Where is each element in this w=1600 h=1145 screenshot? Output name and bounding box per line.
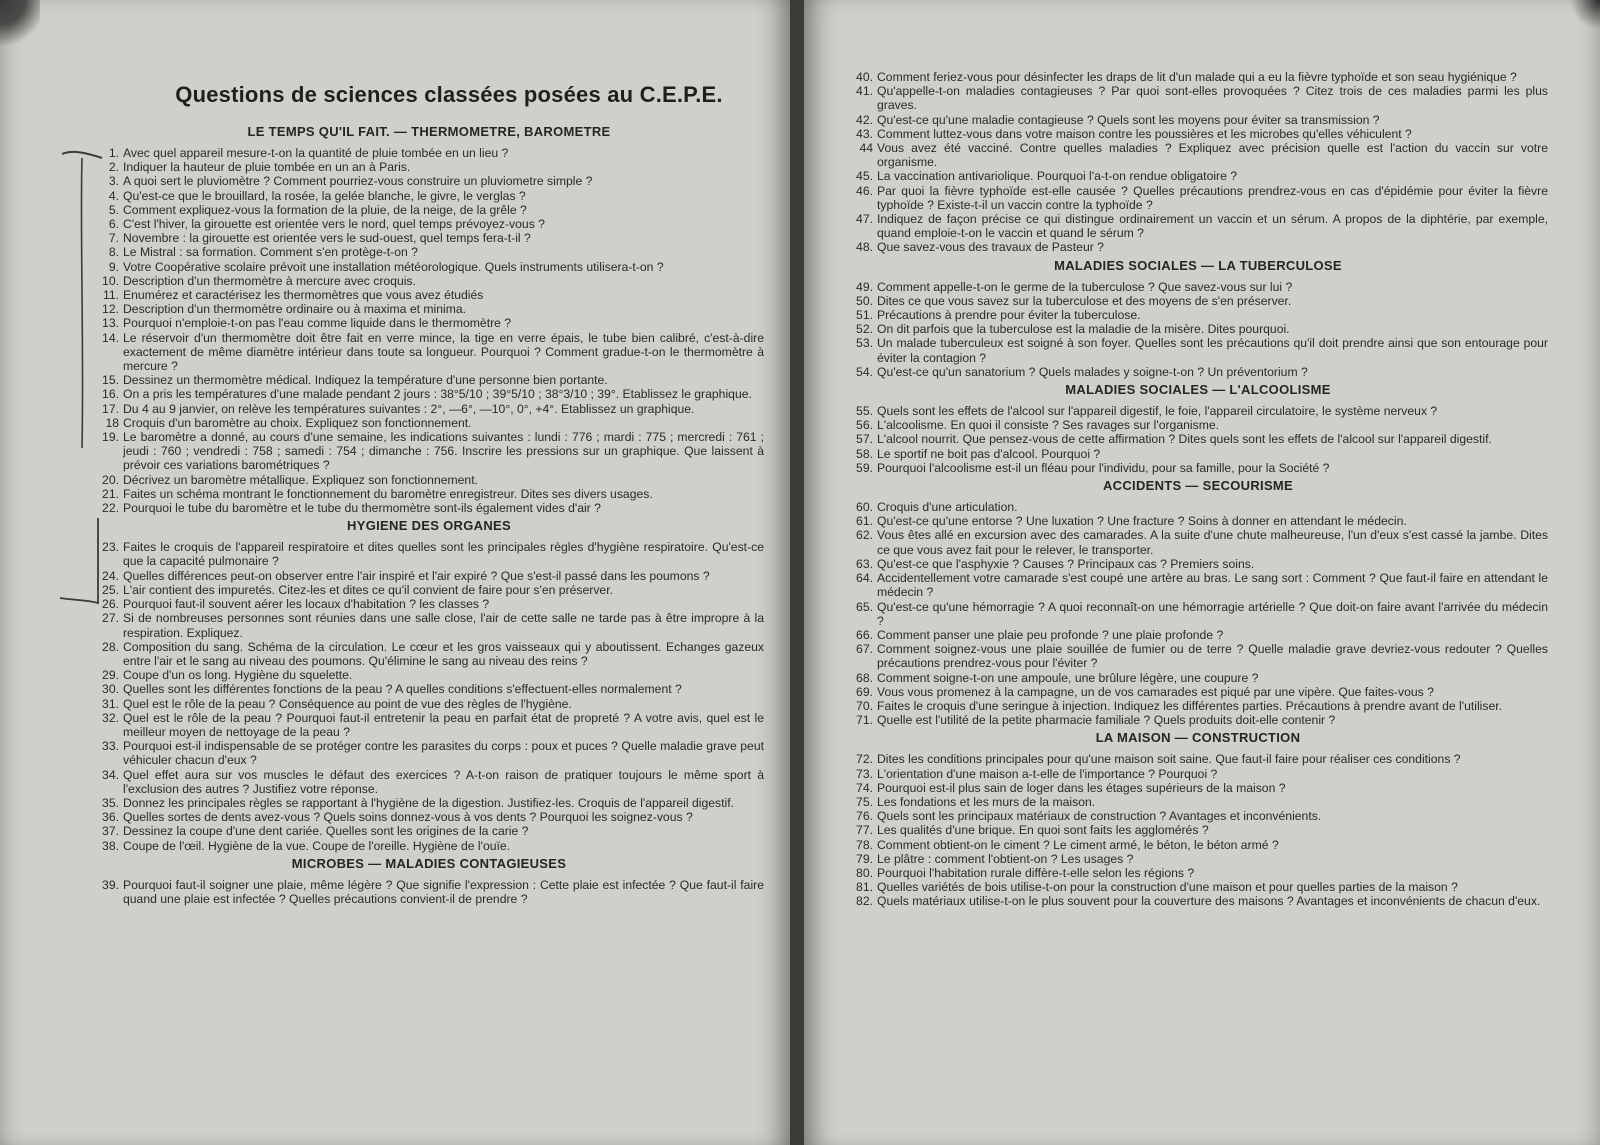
question-section — [848, 258, 1548, 379]
question-section — [848, 382, 1548, 475]
question-item — [94, 203, 764, 217]
question-number: 61. — [856, 514, 873, 529]
question-text: Quels sont les effets de l'alcool sur l'appareil digestif, le foie, l'appareil circulatoire, le système nerveux ? — [877, 404, 1438, 419]
question-text: Vous avez été vacciné. Contre quelles maladies ? Expliquez avec précision quelle est l'action du vaccin sur votre organisme. — [877, 141, 1548, 170]
question-number: 45. — [856, 169, 873, 184]
question-text: Du 4 au 9 janvier, on relève les températures suivantes : 2°, —6°, —10°, 0°, +4°. Etablissez un graphique. — [123, 401, 695, 416]
question-text: Qu'est-ce qu'une maladie contagieuse ? Quels sont les moyens pour éviter sa transmission ? — [877, 112, 1380, 127]
question-item — [848, 838, 1548, 852]
question-text: Le sportif ne boit pas d'alcool. Pourquoi ? — [877, 446, 1101, 461]
question-text: Comment soignez-vous une plaie souillée de fumier ou de terre ? Quelle maladie grave devriez-vous redouter ? Quelles précautions prendrez-vous pour l'éviter ? — [877, 642, 1548, 671]
question-number: 34. — [102, 767, 119, 782]
question-item — [94, 331, 764, 374]
question-text: Quels sont les principaux matériaux de construction ? Avantages et inconvénients. — [877, 809, 1322, 824]
question-number: 38. — [102, 838, 119, 853]
question-item — [848, 127, 1548, 141]
question-number: 20. — [102, 472, 119, 487]
question-number: 55. — [856, 404, 873, 419]
question-number: 36. — [102, 810, 119, 825]
question-text: Comment luttez-vous dans votre maison contre les poussières et les microbes qu'elles véhiculent ? — [877, 126, 1412, 141]
question-number: 27. — [102, 611, 119, 626]
question-text: Quelles différences peut-on observer entre l'air inspiré et l'air expiré ? Que s'est-il passé dans les poumons ? — [123, 568, 710, 583]
question-number: 46. — [856, 183, 873, 198]
question-item — [848, 781, 1548, 795]
question-number: 50. — [856, 293, 873, 308]
question-item — [94, 217, 764, 231]
question-number: 69. — [856, 684, 873, 699]
question-item — [848, 418, 1548, 432]
question-item — [94, 487, 764, 501]
question-text: Votre Coopérative scolaire prévoit une installation météorologique. Quels instruments utilisera-t-on ? — [123, 259, 664, 274]
question-item — [94, 373, 764, 387]
question-number: 77. — [856, 823, 873, 838]
question-item — [848, 699, 1548, 713]
question-number: 19. — [102, 430, 119, 445]
question-number: 23. — [102, 540, 119, 555]
question-section — [94, 518, 764, 852]
question-item — [848, 84, 1548, 112]
question-number: 65. — [856, 599, 873, 614]
question-item — [848, 169, 1548, 183]
question-item — [848, 571, 1548, 599]
question-number: 9. — [108, 259, 119, 274]
question-text: Novembre : la girouette est orientée vers le sud-ouest, quel temps fera-t-il ? — [123, 231, 531, 246]
question-number: 78. — [856, 837, 873, 852]
question-text: Comment appelle-t-on le germe de la tuberculose ? Que savez-vous sur lui ? — [877, 279, 1293, 294]
question-text: Pourquoi l'alcoolisme est-il un fléau pour l'individu, pour sa famille, pour la Société ? — [877, 460, 1330, 475]
question-text: Comment soigne-t-on une ampoule, une brûlure légère, une coupure ? — [877, 670, 1259, 685]
question-list — [848, 404, 1548, 475]
question-text: Pourquoi le tube du baromètre et le tube du thermomètre sont-ils également vides d'air ? — [123, 501, 601, 516]
question-number: 79. — [856, 851, 873, 866]
question-number: 22. — [102, 501, 119, 516]
question-number: 67. — [856, 642, 873, 657]
question-number: 47. — [856, 212, 873, 227]
question-text: Dites les conditions principales pour qu'une maison soit saine. Que faut-il faire pour réaliser ces conditions ? — [877, 752, 1461, 767]
question-list — [848, 500, 1548, 727]
question-number: 72. — [856, 752, 873, 767]
question-text: Faites le croquis d'une seringue à injection. Indiquez les différentes parties. Précautions à prendre avant de l'utiliser. — [877, 698, 1503, 713]
question-item — [94, 569, 764, 583]
question-text: Quelle est l'utilité de la petite pharmacie familiale ? Quels produits doit-elle contenir ? — [877, 713, 1336, 728]
right-sections — [848, 70, 1548, 909]
question-number: 15. — [102, 373, 119, 388]
question-number: 26. — [102, 597, 119, 612]
question-number: 64. — [856, 571, 873, 586]
book-gutter — [790, 0, 804, 1145]
question-item — [94, 711, 764, 739]
question-number: 7. — [108, 231, 119, 246]
question-item — [848, 447, 1548, 461]
question-number: 80. — [856, 865, 873, 880]
question-item — [94, 583, 764, 597]
question-text: Un malade tuberculeux est soigné à son foyer. Quelles sont les précautions qu'il doit prendre ainsi que son entourage pour éviter la contagion ? — [877, 336, 1548, 365]
question-number: 68. — [856, 670, 873, 685]
question-list — [94, 878, 764, 906]
question-number: 21. — [102, 486, 119, 501]
question-text: Dessinez la coupe d'une dent cariée. Quelles sont les origines de la carie ? — [123, 824, 529, 839]
question-item — [94, 416, 764, 430]
question-number: 58. — [856, 446, 873, 461]
question-number: 62. — [856, 528, 873, 543]
question-item — [94, 540, 764, 568]
question-number: 2. — [108, 160, 119, 175]
question-number: 82. — [856, 894, 873, 909]
question-number: 48. — [856, 240, 873, 255]
question-text: Faites un schéma montrant le fonctionnement du baromètre enregistreur. Dites ses divers usages. — [123, 486, 653, 501]
question-number: 13. — [102, 316, 119, 331]
question-item — [848, 432, 1548, 446]
question-section — [848, 478, 1548, 727]
question-number: 54. — [856, 364, 873, 379]
question-number: 3. — [108, 174, 119, 189]
question-text: Donnez les principales règles se rapportant à l'hygiène de la digestion. Justifiez-les. Croquis de l'appareil digestif. — [123, 795, 734, 810]
question-item — [848, 823, 1548, 837]
question-number: 53. — [856, 336, 873, 351]
question-number: 12. — [102, 302, 119, 317]
question-text: Pourquoi faut-il souvent aérer les locaux d'habitation ? les classes ? — [123, 597, 490, 612]
question-number: 75. — [856, 794, 873, 809]
question-item — [848, 600, 1548, 628]
question-text: Comment obtient-on le ciment ? Le ciment armé, le béton, le béton armé ? — [877, 837, 1279, 852]
question-text: Quel est le rôle de la peau ? Pourquoi faut-il entretenir la peau en parfait état de propreté ? A votre avis, quel est le meilleur moyen de nettoyage de la peau ? — [123, 710, 764, 739]
question-number: 28. — [102, 639, 119, 654]
question-text: Qu'est-ce qu'une hémorragie ? A quoi reconnaît-on une hémorragie artérielle ? Que doit-on faire avant l'arrivée du médecin ? — [877, 599, 1548, 628]
left-page — [0, 0, 790, 1145]
question-list — [848, 280, 1548, 379]
question-text: Dessinez un thermomètre médical. Indiquez la température d'une personne bien portante. — [123, 373, 608, 388]
question-text: Par quoi la fièvre typhoïde est-elle causée ? Quelles précautions prendrez-vous en cas d'épidémie pour éviter la fièvre typhoïde ? Existe-t-il un vaccin contre la typhoïde ? — [877, 183, 1548, 212]
question-item — [94, 402, 764, 416]
question-item — [848, 514, 1548, 528]
section-heading: ACCIDENTS — SECOURISME — [1102, 478, 1294, 494]
question-section — [848, 730, 1548, 908]
section-heading: MICROBES — MALADIES CONTAGIEUSES — [291, 855, 567, 871]
question-text: Quel effet aura sur vos muscles le défaut des exercices ? A-t-on raison de pratiquer toujours le même sport à l'exclusion des autres ? Justifiez votre réponse. — [123, 767, 764, 796]
question-number: 31. — [102, 696, 119, 711]
question-item — [94, 796, 764, 810]
question-list — [94, 146, 764, 515]
question-item — [94, 288, 764, 302]
question-text: Quelles variétés de bois utilise-t-on pour la construction d'une maison et pour quelles parties de la maison ? — [877, 880, 1458, 895]
question-item — [94, 668, 764, 682]
question-item — [848, 336, 1548, 364]
section-heading: HYGIENE DES ORGANES — [347, 518, 511, 534]
question-number: 18 — [105, 415, 119, 430]
question-text: Qu'est-ce qu'une entorse ? Une luxation ? Une fracture ? Soins à donner en attendant le médecin. — [877, 514, 1407, 529]
question-text: Croquis d'un baromètre au choix. Expliquez son fonctionnement. — [123, 415, 472, 430]
question-number: 10. — [102, 273, 119, 288]
question-item — [848, 767, 1548, 781]
question-number: 44 — [859, 141, 873, 156]
question-text: Qu'appelle-t-on maladies contagieuses ? Par quoi sont-elles provoquées ? Citez trois de ces maladies parmi les plus graves. — [877, 84, 1548, 113]
section-heading: LE TEMPS QU'IL FAIT. — THERMOMETRE, BAROMETRE — [247, 124, 611, 139]
question-item — [848, 671, 1548, 685]
question-text: Composition du sang. Schéma de la circulation. Le cœur et les gros vaisseaux qui y aboutissent. Echanges gazeux entre l'air et le sang au niveau des poumons. Qu'élimine le sang au niveau des reins ? — [123, 639, 764, 668]
question-number: 81. — [856, 880, 873, 895]
question-item — [94, 189, 764, 203]
question-text: Qu'est-ce qu'un sanatorium ? Quels malades y soigne-t-on ? Un préventorium ? — [877, 364, 1308, 379]
question-text: Quelles sont les différentes fonctions de la peau ? A quelles conditions s'effectuent-elles normalement ? — [123, 682, 682, 697]
question-number: 73. — [856, 766, 873, 781]
question-number: 35. — [102, 795, 119, 810]
question-text: L'orientation d'une maison a-t-elle de l'importance ? Pourquoi ? — [877, 766, 1218, 781]
question-number: 32. — [102, 710, 119, 725]
question-item — [94, 824, 764, 838]
question-item — [848, 557, 1548, 571]
page-title: Questions de sciences classées posées au C.E.P.E. — [175, 82, 723, 107]
question-number: 60. — [856, 500, 873, 515]
question-number: 76. — [856, 809, 873, 824]
question-text: Avec quel appareil mesure-t-on la quantité de pluie tombée en un lieu ? — [123, 146, 509, 160]
question-item — [94, 501, 764, 515]
question-number: 16. — [102, 387, 119, 402]
question-text: L'alcoolisme. En quoi il consiste ? Ses ravages sur l'organisme. — [877, 418, 1220, 433]
question-number: 17. — [102, 401, 119, 416]
question-text: Précautions à prendre pour éviter la tuberculose. — [877, 308, 1141, 323]
question-number: 52. — [856, 322, 873, 337]
question-item — [848, 713, 1548, 727]
question-text: Comment feriez-vous pour désinfecter les draps de lit d'un malade qui a eu la fièvre typhoïde et son seau hygiénique ? — [877, 70, 1517, 84]
question-text: Vous êtes allé en excursion avec des camarades. A la suite d'une chute malheureuse, l'un d'eux s'est cassé la jambe. Dites ce que vous avez fait pour le relever, le transporter. — [877, 528, 1548, 557]
question-text: Pourquoi n'emploie-t-on pas l'eau comme liquide dans le thermomètre ? — [123, 316, 512, 331]
question-text: L'air contient des impuretés. Citez-les et dites ce qu'il convient de faire pour s'en préserver. — [123, 582, 613, 597]
question-item — [848, 322, 1548, 336]
question-item — [848, 880, 1548, 894]
question-text: Faites le croquis de l'appareil respiratoire et dites quelles sont les principales règles d'hygiène respiratoire. Qu'est-ce que la capacité pulmonaire ? — [123, 540, 764, 569]
question-item — [848, 141, 1548, 169]
question-item — [94, 302, 764, 316]
question-text: Pourquoi est-il plus sain de loger dans les étages supérieurs de la maison ? — [877, 780, 1286, 795]
question-item — [94, 878, 764, 906]
question-number: 40. — [856, 70, 873, 84]
question-number: 4. — [108, 188, 119, 203]
question-item — [94, 260, 764, 274]
question-item — [848, 628, 1548, 642]
question-item — [848, 113, 1548, 127]
question-item — [848, 685, 1548, 699]
question-text: Enumérez et caractérisez les thermomètres que vous avez étudiés — [123, 288, 484, 303]
question-text: Les qualités d'une brique. En quoi sont faits les agglomérés ? — [877, 823, 1209, 838]
question-text: Coupe de l'œil. Hygiène de la vue. Coupe de l'oreille. Hygiène de l'ouïe. — [123, 838, 511, 853]
question-text: Qu'est-ce que l'asphyxie ? Causes ? Principaux cas ? Premiers soins. — [877, 556, 1255, 571]
question-number: 11. — [102, 288, 119, 303]
question-number: 57. — [856, 432, 873, 447]
question-text: Croquis d'une articulation. — [877, 500, 1018, 515]
question-number: 71. — [856, 713, 873, 728]
left-sections — [94, 124, 764, 906]
question-number: 59. — [856, 460, 873, 475]
question-number: 33. — [102, 739, 119, 754]
question-item — [94, 430, 764, 473]
question-item — [848, 212, 1548, 240]
question-item — [848, 308, 1548, 322]
question-text: Le plâtre : comment l'obtient-on ? Les usages ? — [877, 851, 1134, 866]
question-number: 41. — [856, 84, 873, 99]
question-text: Dites ce que vous savez sur la tuberculose et des moyens de s'en préserver. — [877, 293, 1292, 308]
question-text: C'est l'hiver, la girouette est orientée vers le nord, quel temps prévoyez-vous ? — [123, 217, 545, 232]
question-number: 29. — [102, 668, 119, 683]
question-item — [94, 597, 764, 611]
question-number: 66. — [856, 627, 873, 642]
question-number: 74. — [856, 780, 873, 795]
question-item — [848, 70, 1548, 84]
question-text: Vous vous promenez à la campagne, un de vos camarades est piqué par une vipère. Que faites-vous ? — [877, 684, 1434, 699]
question-item — [94, 274, 764, 288]
section-heading: MALADIES SOCIALES — LA TUBERCULOSE — [1054, 257, 1342, 273]
question-number: 56. — [856, 418, 873, 433]
question-text: Pourquoi faut-il soigner une plaie, même légère ? Que signifie l'expression : Cette plaie est infectée ? Que faut-il faire quand une plaie est infectée ? Quelles précautions convient-il de prendre ? — [123, 877, 764, 906]
question-item — [94, 739, 764, 767]
question-item — [848, 404, 1548, 418]
question-item — [848, 500, 1548, 514]
question-item — [94, 387, 764, 401]
question-text: Quels matériaux utilise-t-on le plus souvent pour la couverture des maisons ? Avantages et inconvénients de chacun d'eux. — [877, 894, 1541, 909]
question-text: L'alcool nourrit. Que pensez-vous de cette affirmation ? Dites quels sont les effets de l'alcool sur l'appareil digestif. — [877, 432, 1492, 447]
question-list — [848, 70, 1548, 255]
section-heading: LA MAISON — CONSTRUCTION — [1095, 730, 1301, 746]
question-list — [94, 540, 764, 852]
question-section — [94, 124, 764, 515]
question-number: 51. — [856, 308, 873, 323]
question-item — [848, 894, 1548, 908]
question-text: Si de nombreuses personnes sont réunies dans une salle close, l'air de cette salle ne tarde pas à être impropre à la respiration. Expliquez. — [123, 611, 764, 640]
question-section — [94, 856, 764, 906]
question-number: 63. — [856, 556, 873, 571]
question-text: Comment expliquez-vous la formation de la pluie, de la neige, de la grêle ? — [123, 202, 527, 217]
question-item — [848, 461, 1548, 475]
question-text: Indiquer la hauteur de pluie tombée en un an à Paris. — [123, 160, 411, 175]
question-number: 8. — [108, 245, 119, 260]
question-text: Que savez-vous des travaux de Pasteur ? — [877, 240, 1104, 255]
question-item — [848, 294, 1548, 308]
question-number: 14. — [102, 330, 119, 345]
question-text: Pourquoi est-il indispensable de se protéger contre les parasites du corps : poux et puces ? Quelle maladie grave peut véhiculer chacun d'eux ? — [123, 739, 764, 768]
question-item — [848, 528, 1548, 556]
question-item — [94, 697, 764, 711]
question-item — [94, 810, 764, 824]
question-text: La vaccination antivariolique. Pourquoi l'a-t-on rendue obligatoire ? — [877, 169, 1238, 184]
question-text: Quelles sortes de dents avez-vous ? Quels soins donnez-vous à vos dents ? Pourquoi les soignez-vous ? — [123, 810, 693, 825]
question-text: Le Mistral : sa formation. Comment s'en protège-t-on ? — [123, 245, 418, 260]
question-item — [848, 365, 1548, 379]
question-item — [848, 852, 1548, 866]
section-heading: MALADIES SOCIALES — L'ALCOOLISME — [1065, 382, 1331, 398]
question-item — [848, 866, 1548, 880]
question-number: 37. — [102, 824, 119, 839]
question-text: Les fondations et les murs de la maison. — [877, 794, 1096, 809]
question-item — [94, 174, 764, 188]
question-text: Coupe d'un os long. Hygiène du squelette. — [123, 668, 353, 683]
question-item — [848, 642, 1548, 670]
question-number: 43. — [856, 126, 873, 141]
question-section — [848, 70, 1548, 255]
question-item — [94, 768, 764, 796]
question-text: Comment panser une plaie peu profonde ? une plaie profonde ? — [877, 627, 1224, 642]
question-text: Quel est le rôle de la peau ? Conséquence au point de vue des règles de l'hygiène. — [123, 696, 572, 711]
question-text: On a pris les températures d'une malade pendant 2 jours : 38°5/10 ; 39°5/10 ; 38°3/10 ; 39°. Etablissez le graphique. — [123, 387, 752, 402]
question-number: 5. — [108, 202, 119, 217]
question-text: On dit parfois que la tuberculose est la maladie de la misère. Dites pourquoi. — [877, 322, 1290, 337]
question-number: 42. — [856, 112, 873, 127]
question-number: 6. — [108, 217, 119, 232]
question-item — [94, 839, 764, 853]
question-text: Qu'est-ce que le brouillard, la rosée, la gelée blanche, le givre, le verglas ? — [123, 188, 526, 203]
question-item — [94, 231, 764, 245]
question-item — [848, 240, 1548, 254]
question-number: 25. — [102, 582, 119, 597]
question-text: Le réservoir d'un thermomètre doit être fait en verre mince, la tige en verre épais, le tube bien calibré, c'est-à-dire exactement de même diamètre intérieur dans toute sa longueur. Pourquoi ? Comment gradue-t-on le thermomètre à mercure ? — [123, 330, 764, 374]
question-text: Indiquez de façon précise ce qui distingue ordinairement un vaccin et un sérum. A propos de la diphtérie, par exemple, quand emploie-t-on le vaccin et quand le sérum ? — [877, 212, 1548, 241]
question-number: 30. — [102, 682, 119, 697]
question-item — [94, 316, 764, 330]
question-text: A quoi sert le pluviomètre ? Comment pourriez-vous construire un pluviometre simple ? — [123, 174, 593, 189]
question-text: Pourquoi l'habitation rurale diffère-t-elle selon les régions ? — [877, 865, 1195, 880]
question-number: 39. — [102, 877, 119, 892]
question-number: 49. — [856, 279, 873, 294]
question-text: Le baromètre a donné, au cours d'une semaine, les indications suivantes : lundi : 776 ; mardi : 775 ; mercredi : 761 ; jeudi : 760 ; vendredi : 758 ; samedi : 754 ; dimanche : 756. Inscrire les pressions sur un graphique. Que laissent à prévoir ces variations barométriques ? — [123, 430, 764, 473]
question-item — [848, 752, 1548, 766]
question-item — [94, 611, 764, 639]
question-number: 1. — [108, 146, 119, 160]
question-number: 24. — [102, 568, 119, 583]
question-text: Description d'un thermomètre ordinaire ou à maxima et minima. — [123, 302, 467, 317]
question-item — [848, 795, 1548, 809]
question-list — [848, 752, 1548, 908]
question-text: Décrivez un baromètre métallique. Expliquez son fonctionnement. — [123, 472, 478, 487]
question-item — [94, 146, 764, 160]
question-item — [848, 184, 1548, 212]
question-item — [94, 473, 764, 487]
question-number: 70. — [856, 698, 873, 713]
question-item — [848, 280, 1548, 294]
question-item — [848, 809, 1548, 823]
question-item — [94, 682, 764, 696]
question-text: Accidentellement votre camarade s'est coupé une artère au bras. Le sang sort : Comment ? Que faut-il faire en attendant le médecin ? — [877, 571, 1548, 600]
question-item — [94, 640, 764, 668]
question-text: Description d'un thermomètre à mercure avec croquis. — [123, 273, 416, 288]
question-item — [94, 160, 764, 174]
right-page — [804, 0, 1600, 1145]
question-item — [94, 245, 764, 259]
